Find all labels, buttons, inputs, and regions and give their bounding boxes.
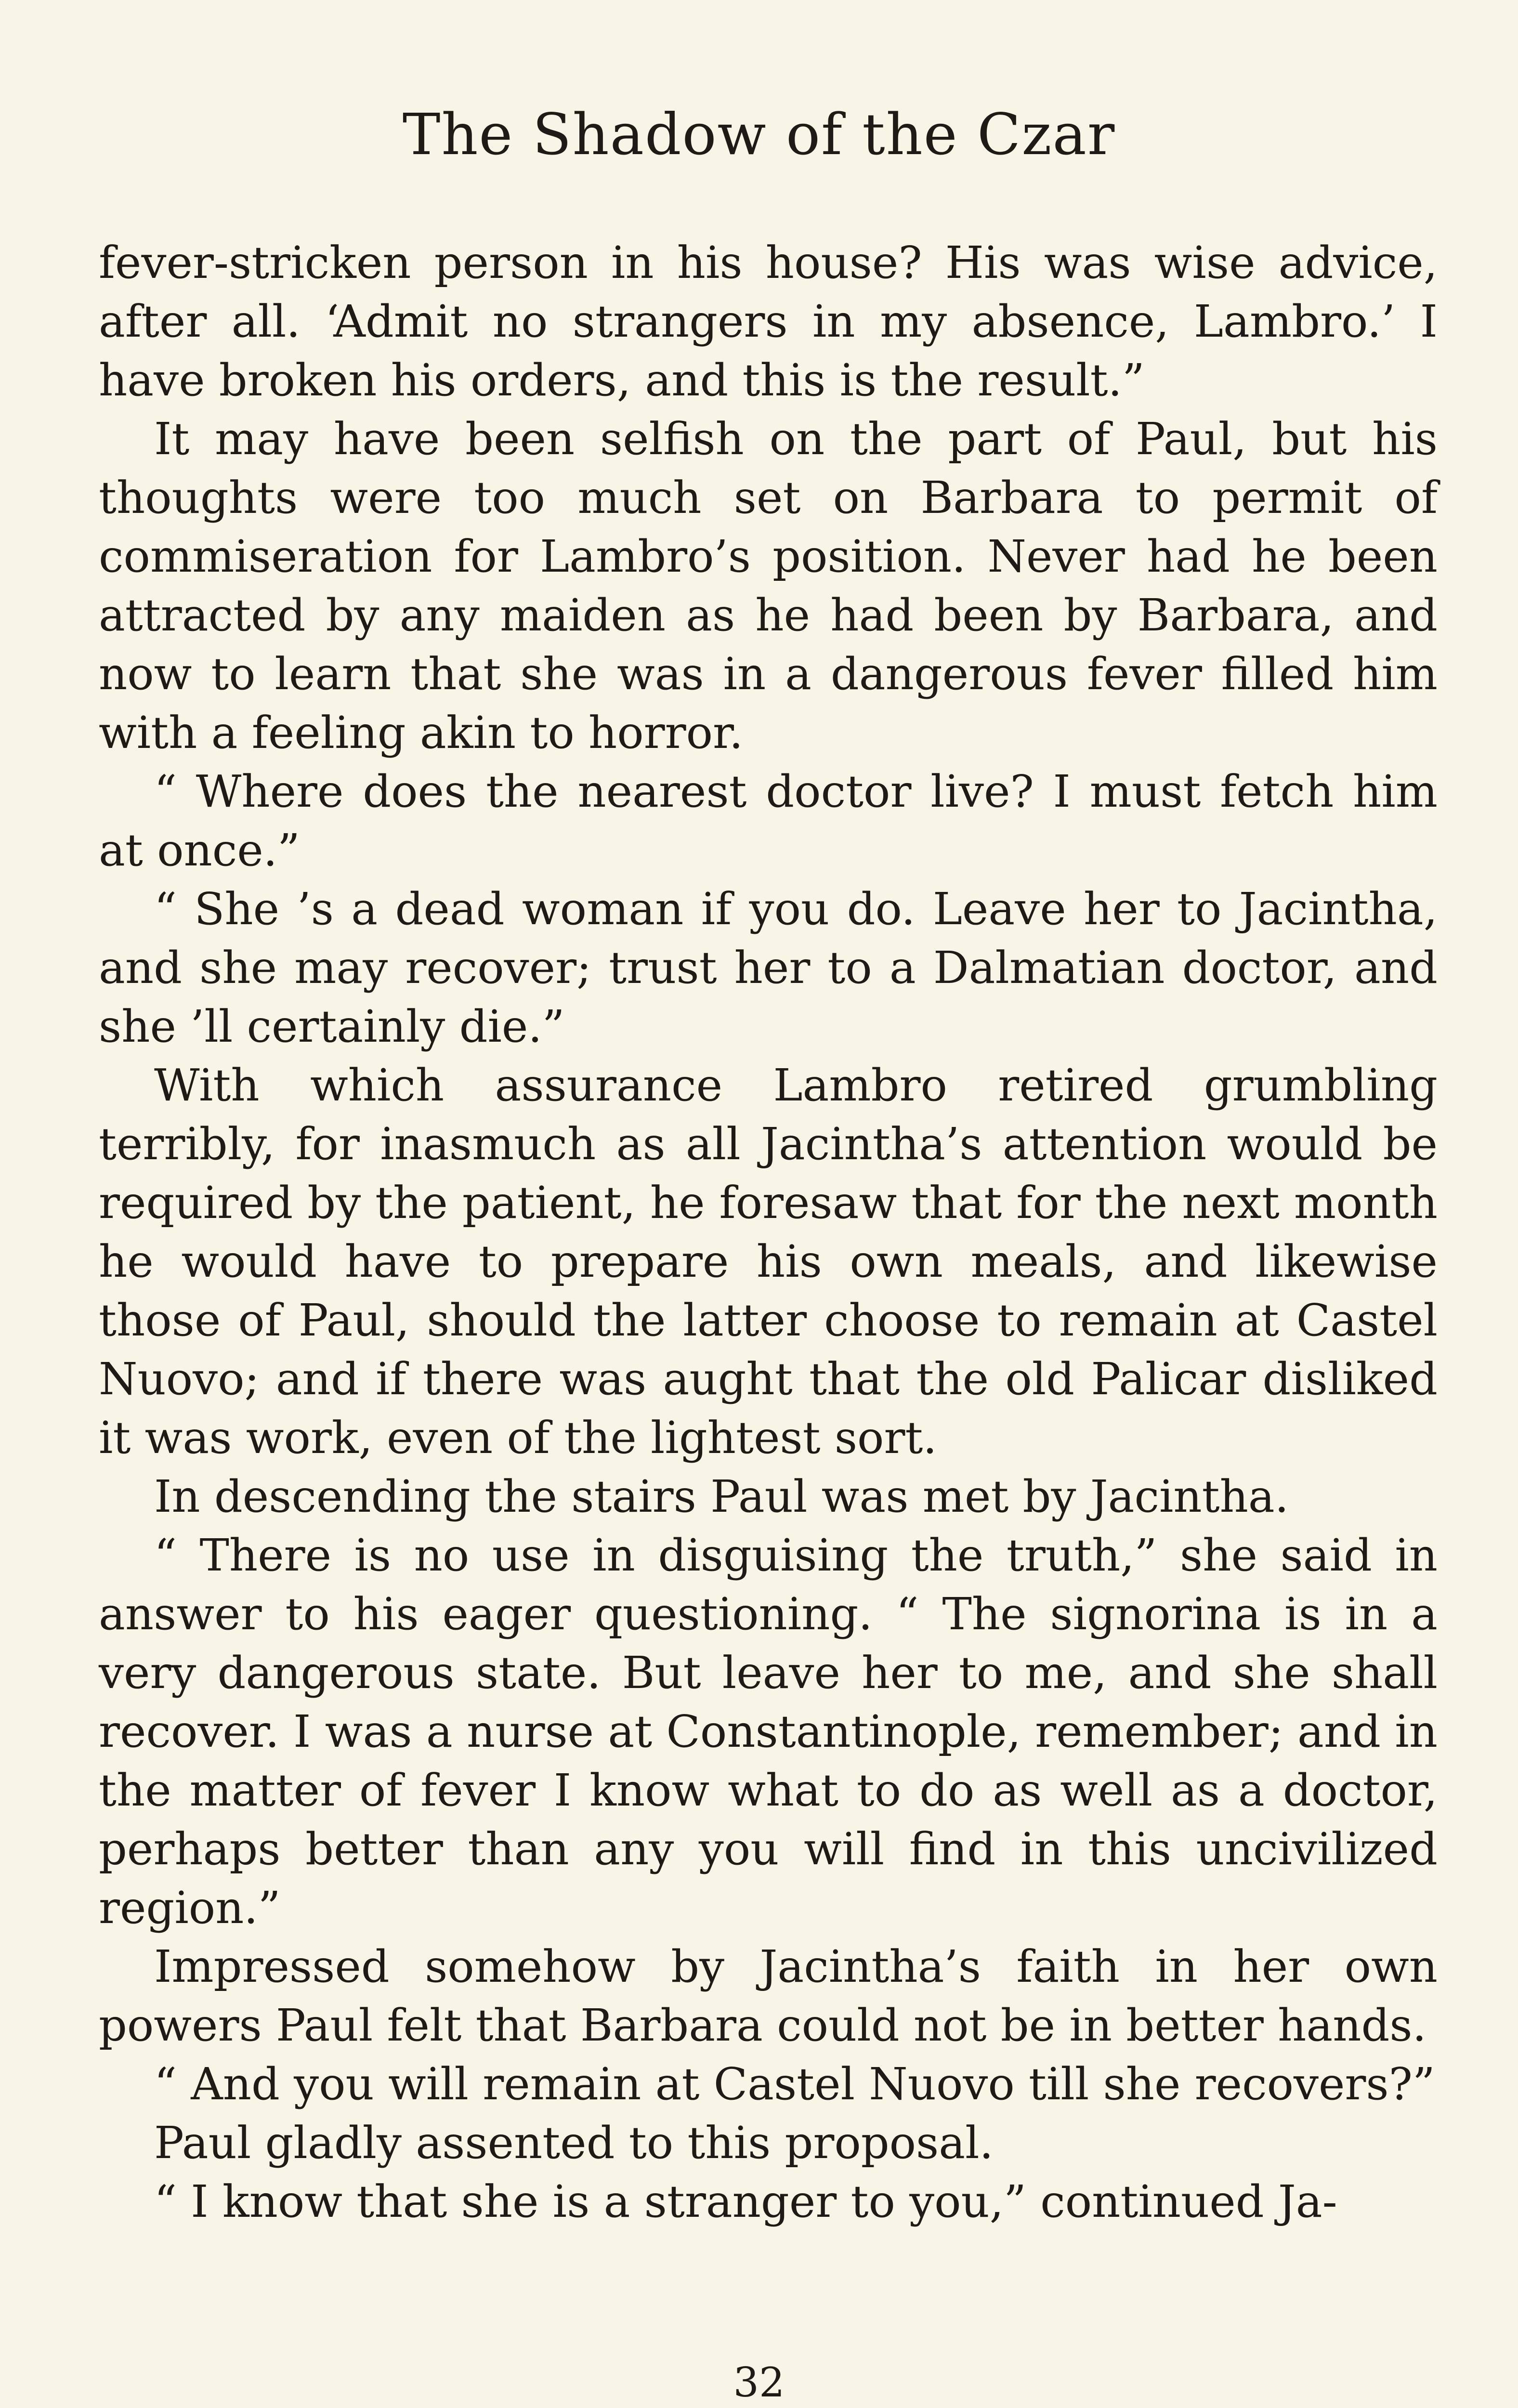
paragraph: “ Where does the nearest doctor live? I must fetch him at once.” bbox=[99, 766, 1438, 876]
paragraph: With which assurance Lambro retired grumbling terribly, for inasmuch as all Jacintha’s attention would be required by the patient, he foresaw that for the next month he would have to prepare his own meals, and likewise those of Paul, should the latter choose to remain at Castel Nuovo; and if there was aught that the old Palicar disliked it was work, even of the lightest sort. bbox=[99, 1060, 1438, 1464]
paragraph: “ There is no use in disguising the truth,” she said in answer to his eager questioning. “ The signorina is in a very dangerous state. But leave her to me, and she shall recover. I was a nurse at Constantinople, remember; and in the matter of fever I know what to do as well as a doctor, perhaps better than any you will find in this uncivilized region.” bbox=[99, 1530, 1438, 1934]
paragraph: “ I know that she is a stranger to you,” continued Ja- bbox=[154, 2176, 1337, 2227]
page-number: 32 bbox=[733, 2359, 785, 2406]
running-head: The Shadow of the Czar bbox=[402, 101, 1116, 168]
paragraph: “ And you will remain at Castel Nuovo till she recovers?” bbox=[154, 2058, 1435, 2110]
paragraph: Impressed somehow by Jacintha’s faith in her own powers Paul felt that Barbara could not be in better hands. bbox=[99, 1941, 1438, 2051]
paragraph: Paul gladly assented to this proposal. bbox=[154, 2117, 994, 2169]
paragraph: “ She ’s a dead woman if you do. Leave her to Jacintha, and she may recover; trust her to a Dalmatian doctor, and she ’ll certainly die.” bbox=[99, 883, 1438, 1052]
paragraph: In descending the stairs Paul was met by Jacintha. bbox=[154, 1471, 1289, 1522]
body-text bbox=[99, 234, 1438, 2231]
paragraph: fever-stricken person in his house? His was wise advice, after all. ‘Admit no strangers in my absence, Lambro.’ I have broken his orders, and this is the result.” bbox=[99, 237, 1438, 406]
paragraph: It may have been selfish on the part of Paul, but his thoughts were too much set on Barbara to permit of commiseration for Lambro’s position. Never had he been attracted by any maiden as he had been by Barbara, and now to learn that she was in a dangerous fever filled him with a feeling akin to horror. bbox=[99, 413, 1438, 759]
